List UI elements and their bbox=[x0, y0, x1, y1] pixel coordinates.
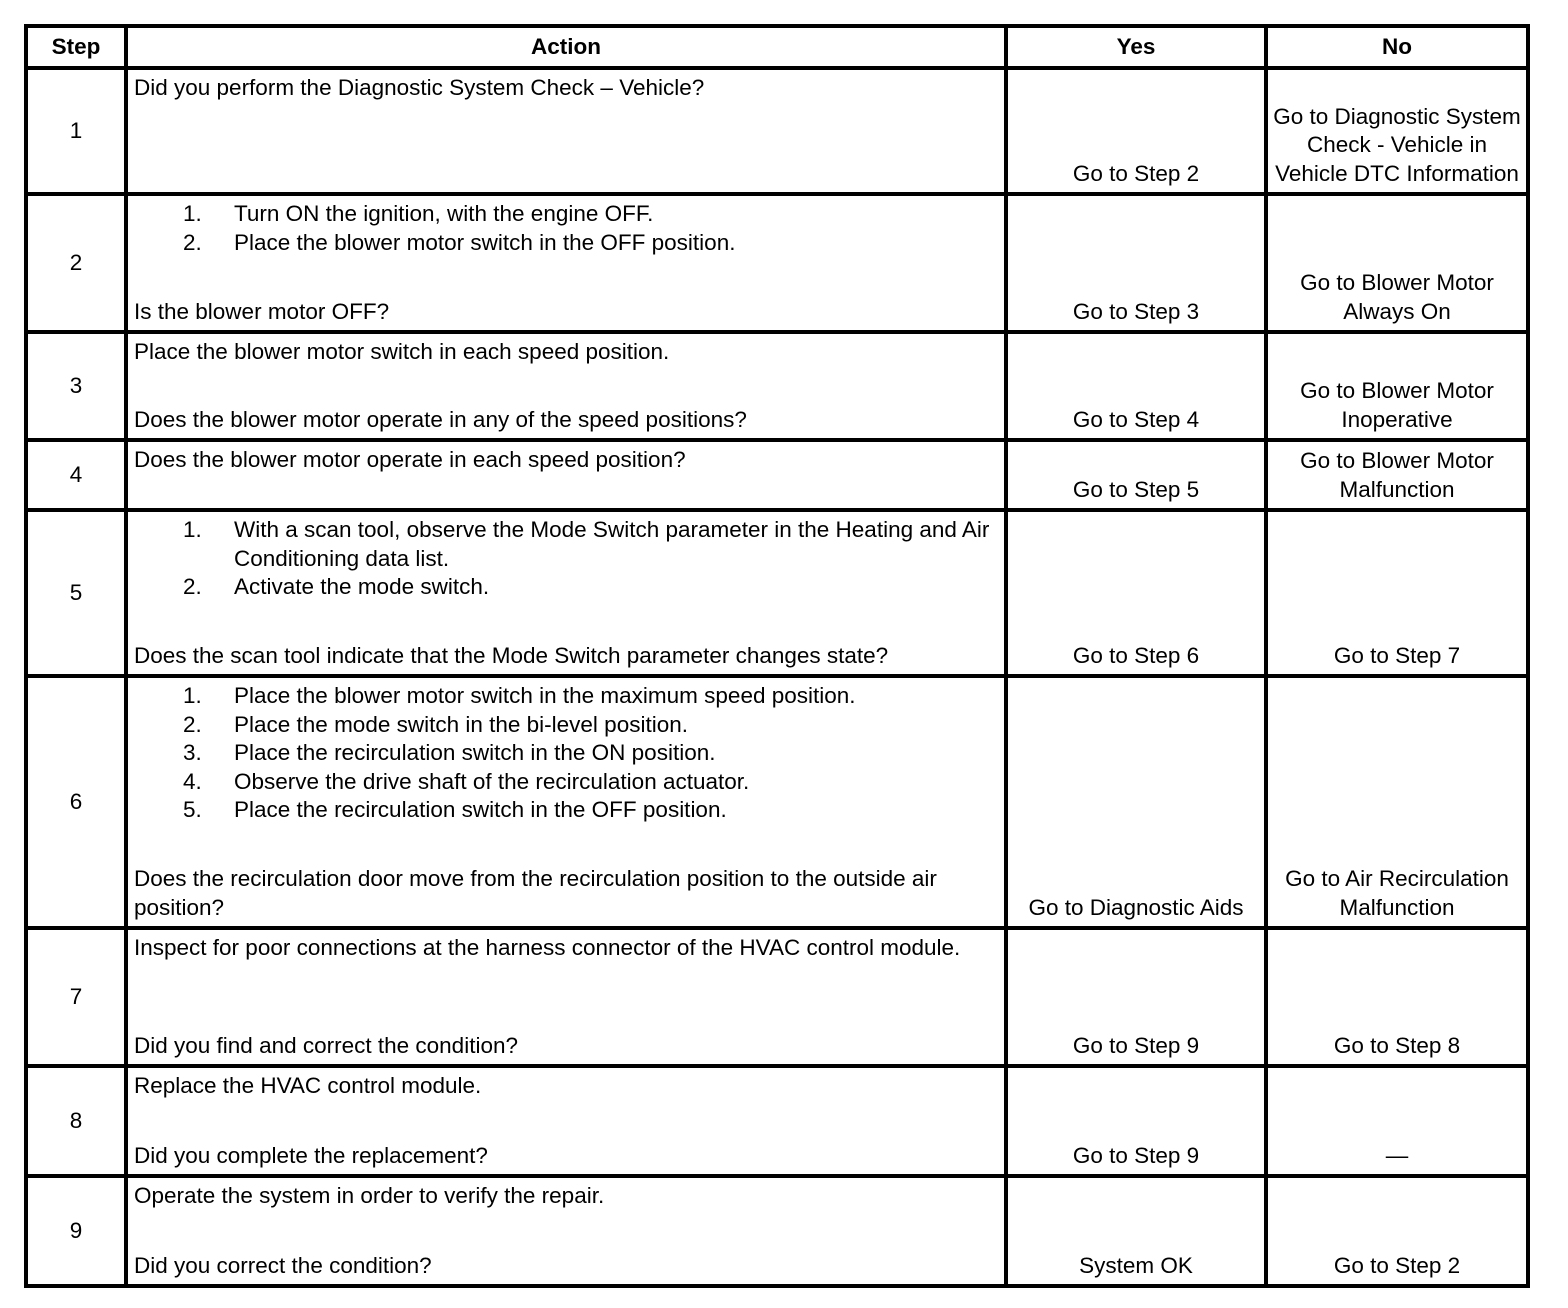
action-cell bbox=[126, 68, 1006, 194]
action-cell bbox=[126, 1176, 1006, 1286]
action-lead: Replace the HVAC control module. bbox=[134, 1073, 482, 1098]
no-result: — bbox=[1266, 1066, 1528, 1176]
instruction-number: 1. bbox=[183, 683, 202, 708]
instruction-number: 2. bbox=[183, 229, 202, 255]
no-result: Go to Diagnostic System Check - Vehicle in Vehicle DTC Information bbox=[1266, 68, 1528, 194]
yes-result: Go to Step 9 bbox=[1006, 1066, 1266, 1176]
instruction-number: 2. bbox=[183, 574, 202, 599]
yes-result: Go to Step 5 bbox=[1006, 440, 1266, 510]
instruction-number: 1. bbox=[183, 517, 202, 542]
action-question: Is the blower motor OFF? bbox=[134, 298, 390, 324]
instruction-list bbox=[134, 200, 998, 257]
instruction-item bbox=[134, 516, 998, 573]
instruction-text: Place the recirculation switch in the OFF position. bbox=[234, 797, 727, 822]
no-result: Go to Step 2 bbox=[1266, 1176, 1528, 1286]
action-cell bbox=[126, 510, 1006, 676]
instruction-text: Place the blower motor switch in the OFF position. bbox=[234, 229, 736, 255]
instruction-number: 5. bbox=[183, 797, 202, 822]
instruction-text: Observe the drive shaft of the recirculation actuator. bbox=[234, 768, 750, 794]
table-row bbox=[26, 928, 1528, 1066]
step-number: 3 bbox=[26, 332, 126, 440]
table-row bbox=[26, 1066, 1528, 1176]
action-cell bbox=[126, 1066, 1006, 1176]
no-result: Go to Step 8 bbox=[1266, 928, 1528, 1066]
table-row bbox=[26, 510, 1528, 676]
yes-result: Go to Step 2 bbox=[1006, 68, 1266, 194]
no-result: Go to Blower Motor Inoperative bbox=[1266, 332, 1528, 440]
instruction-list bbox=[134, 516, 998, 602]
action-cell bbox=[126, 332, 1006, 440]
instruction-text: Turn ON the ignition, with the engine OFF. bbox=[234, 201, 654, 226]
action-question: Did you complete the replacement? bbox=[134, 1142, 488, 1168]
step-number: 5 bbox=[26, 510, 126, 676]
action-question: Does the blower motor operate in any of the speed positions? bbox=[134, 406, 747, 432]
action-question: Does the blower motor operate in each speed position? bbox=[134, 447, 686, 472]
no-result: Go to Blower Motor Malfunction bbox=[1266, 440, 1528, 510]
action-cell bbox=[126, 676, 1006, 928]
instruction-text: Place the blower motor switch in the maximum speed position. bbox=[234, 683, 856, 708]
instruction-text: Activate the mode switch. bbox=[234, 574, 490, 599]
diagnostic-table bbox=[24, 24, 1530, 1288]
step-number: 4 bbox=[26, 440, 126, 510]
step-number: 9 bbox=[26, 1176, 126, 1286]
step-number: 1 bbox=[26, 68, 126, 194]
no-result: Go to Blower Motor Always On bbox=[1266, 194, 1528, 332]
no-result: Go to Step 7 bbox=[1266, 510, 1528, 676]
header-row bbox=[26, 26, 1528, 68]
instruction-list bbox=[134, 682, 998, 825]
instruction-item bbox=[134, 796, 998, 825]
action-question: Did you find and correct the condition? bbox=[134, 1032, 518, 1058]
action-cell bbox=[126, 928, 1006, 1066]
table-row bbox=[26, 1176, 1528, 1286]
action-lead: Inspect for poor connections at the harness connector of the HVAC control module. bbox=[134, 935, 961, 960]
instruction-number: 2. bbox=[183, 711, 202, 737]
instruction-item bbox=[134, 573, 998, 602]
instruction-item bbox=[134, 711, 998, 740]
instruction-text: Place the recirculation switch in the ON position. bbox=[234, 740, 716, 765]
step-number: 8 bbox=[26, 1066, 126, 1176]
yes-result: Go to Step 9 bbox=[1006, 928, 1266, 1066]
instruction-text: With a scan tool, observe the Mode Switch parameter in the Heating and Air Conditioning data list. bbox=[234, 517, 990, 571]
step-number: 6 bbox=[26, 676, 126, 928]
action-question: Does the scan tool indicate that the Mode Switch parameter changes state? bbox=[134, 642, 889, 668]
header-yes: Yes bbox=[1006, 26, 1266, 68]
action-cell bbox=[126, 194, 1006, 332]
yes-result: Go to Step 4 bbox=[1006, 332, 1266, 440]
action-lead: Operate the system in order to verify the repair. bbox=[134, 1183, 605, 1208]
instruction-item bbox=[134, 200, 998, 229]
yes-result: Go to Diagnostic Aids bbox=[1006, 676, 1266, 928]
instruction-number: 4. bbox=[183, 768, 202, 794]
action-question: Does the recirculation door move from the recirculation position to the outside air position? bbox=[134, 866, 937, 920]
action-lead: Place the blower motor switch in each speed position. bbox=[134, 339, 670, 364]
yes-result: Go to Step 3 bbox=[1006, 194, 1266, 332]
table-row bbox=[26, 676, 1528, 928]
step-number: 7 bbox=[26, 928, 126, 1066]
yes-result: System OK bbox=[1006, 1176, 1266, 1286]
header-step: Step bbox=[26, 26, 126, 68]
instruction-item bbox=[134, 229, 998, 258]
instruction-item bbox=[134, 768, 998, 797]
header-action: Action bbox=[126, 26, 1006, 68]
action-question: Did you perform the Diagnostic System Check – Vehicle? bbox=[134, 75, 705, 100]
instruction-number: 1. bbox=[183, 201, 202, 226]
instruction-text: Place the mode switch in the bi-level position. bbox=[234, 711, 688, 737]
instruction-number: 3. bbox=[183, 740, 202, 765]
yes-result: Go to Step 6 bbox=[1006, 510, 1266, 676]
table-row bbox=[26, 194, 1528, 332]
no-result: Go to Air Recirculation Malfunction bbox=[1266, 676, 1528, 928]
table-row bbox=[26, 332, 1528, 440]
instruction-item bbox=[134, 739, 998, 768]
table-row bbox=[26, 440, 1528, 510]
header-no: No bbox=[1266, 26, 1528, 68]
instruction-item bbox=[134, 682, 998, 711]
action-question: Did you correct the condition? bbox=[134, 1252, 432, 1278]
table-row bbox=[26, 68, 1528, 194]
step-number: 2 bbox=[26, 194, 126, 332]
action-cell bbox=[126, 440, 1006, 510]
